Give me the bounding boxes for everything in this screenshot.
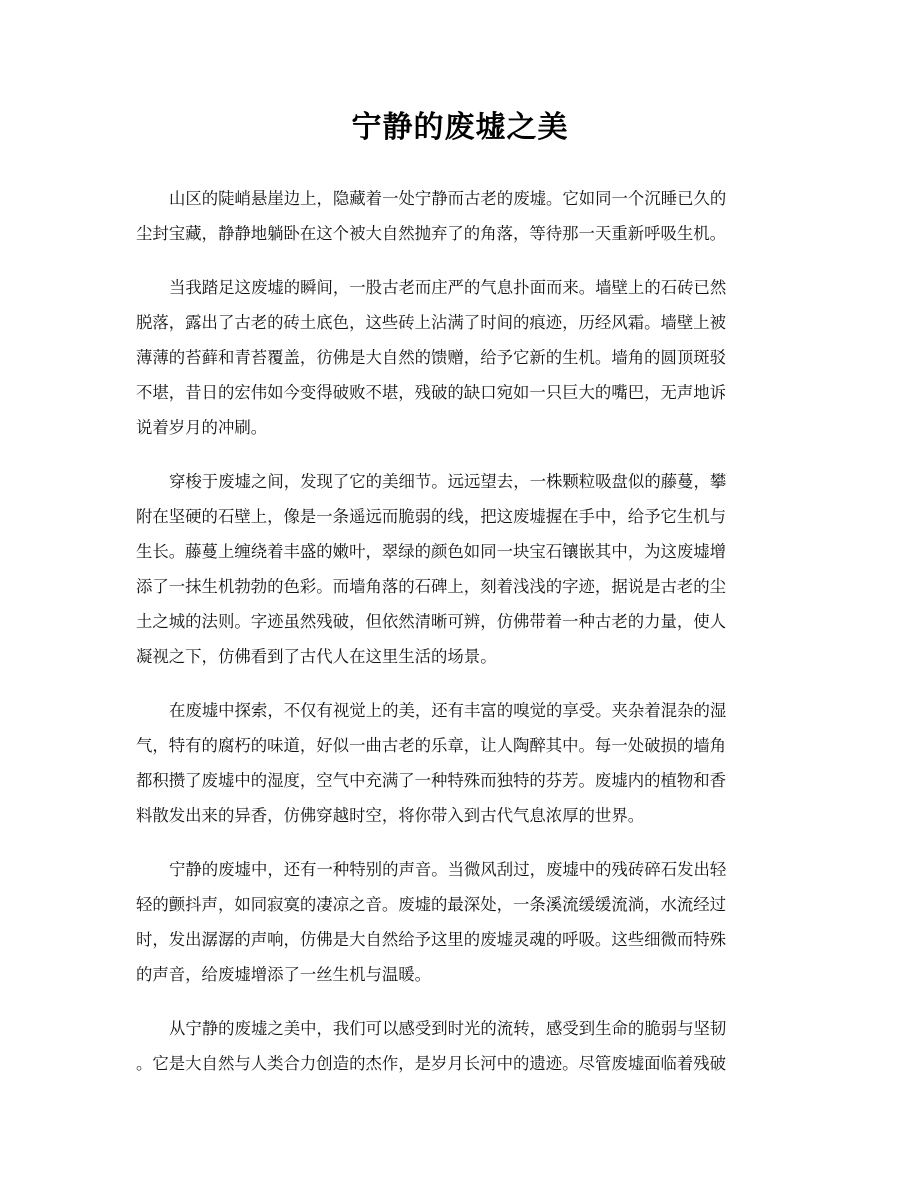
paragraph-line: 当我踏足这废墟的瞬间，一股古老而庄严的气息扑面而来。墙壁上的石砖已然	[169, 278, 727, 297]
paragraph-line: 在废墟中探索，不仅有视觉上的美，还有丰富的嗅觉的享受。夹杂着混杂的湿	[169, 701, 727, 720]
body-paragraph	[136, 1011, 784, 1081]
paragraph-line: 薄薄的苔藓和青苔覆盖，彷佛是大自然的馈赠，给予它新的生机。墙角的圆顶斑驳	[136, 348, 727, 367]
body-paragraph	[136, 464, 784, 674]
paragraph-line: 附在坚硬的石壁上，像是一条遥远而脆弱的线，把这废墟握在手中，给予它生机与	[136, 507, 727, 526]
body-paragraph	[136, 181, 784, 251]
body-paragraph	[136, 270, 784, 445]
document-body	[136, 181, 784, 1100]
paragraph-line: 。它是大自然与人类合力创造的杰作，是岁月长河中的遗迹。尽管废墟面临着残破	[136, 1054, 727, 1073]
paragraph-line: 的声音，给废墟增添了一丝生机与温暖。	[136, 965, 432, 984]
paragraph-line: 土之城的法则。字迹虽然残破，但依然清晰可辨，仿佛带着一种古老的力量，使人	[136, 612, 727, 631]
paragraph-line: 山区的陡峭悬崖边上，隐藏着一处宁静而古老的废墟。它如同一个沉睡已久的	[169, 189, 727, 208]
paragraph-line: 时，发出潺潺的声响，仿佛是大自然给予这里的废墟灵魂的呼吸。这些细微而特殊	[136, 930, 727, 949]
paragraph-line: 不堪，昔日的宏伟如今变得破败不堪，残破的缺口宛如一只巨大的嘴巴，无声地诉	[136, 383, 727, 402]
paragraph-line: 穿梭于废墟之间，发现了它的美细节。远远望去，一株颗粒吸盘似的藤蔓，攀	[169, 472, 727, 491]
paragraph-line: 料散发出来的异香，仿佛穿越时空，将你带入到古代气息浓厚的世界。	[136, 806, 645, 825]
body-paragraph	[136, 693, 784, 833]
paragraph-line: 尘封宝藏，静静地躺卧在这个被大自然抛弃了的角落，等待那一天重新呼吸生机。	[136, 224, 727, 243]
paragraph-line: 脱落，露出了古老的砖土底色，这些砖上沾满了时间的痕迹，历经风霜。墙壁上被	[136, 313, 727, 332]
paragraph-line: 从宁静的废墟之美中，我们可以感受到时光的流转，感受到生命的脆弱与坚韧	[169, 1019, 727, 1038]
paragraph-line: 气，特有的腐朽的味道，好似一曲古老的乐章，让人陶醉其中。每一处破损的墙角	[136, 736, 727, 755]
paragraph-line: 凝视之下，仿佛看到了古代人在这里生活的场景。	[136, 647, 497, 666]
paragraph-line: 轻的颤抖声，如同寂寞的凄凉之音。废墟的最深处，一条溪流缓缓流淌，水流经过	[136, 895, 727, 914]
paragraph-line: 都积攒了废墟中的湿度，空气中充满了一种特殊而独特的芬芳。废墟内的植物和香	[136, 771, 727, 790]
paragraph-line: 添了一抹生机勃勃的色彩。而墙角落的石碑上，刻着浅浅的字迹，据说是古老的尘	[136, 577, 727, 596]
paragraph-line: 宁静的废墟中，还有一种特别的声音。当微风刮过，废墟中的残砖碎石发出轻	[169, 860, 727, 879]
paragraph-line: 生长。藤蔓上缠绕着丰盛的嫩叶，翠绿的颜色如同一块宝石镶嵌其中，为这废墟增	[136, 542, 727, 561]
body-paragraph	[136, 852, 784, 992]
document-title: 宁静的废墟之美	[351, 110, 569, 145]
paragraph-line: 说着岁月的冲刷。	[136, 418, 268, 437]
